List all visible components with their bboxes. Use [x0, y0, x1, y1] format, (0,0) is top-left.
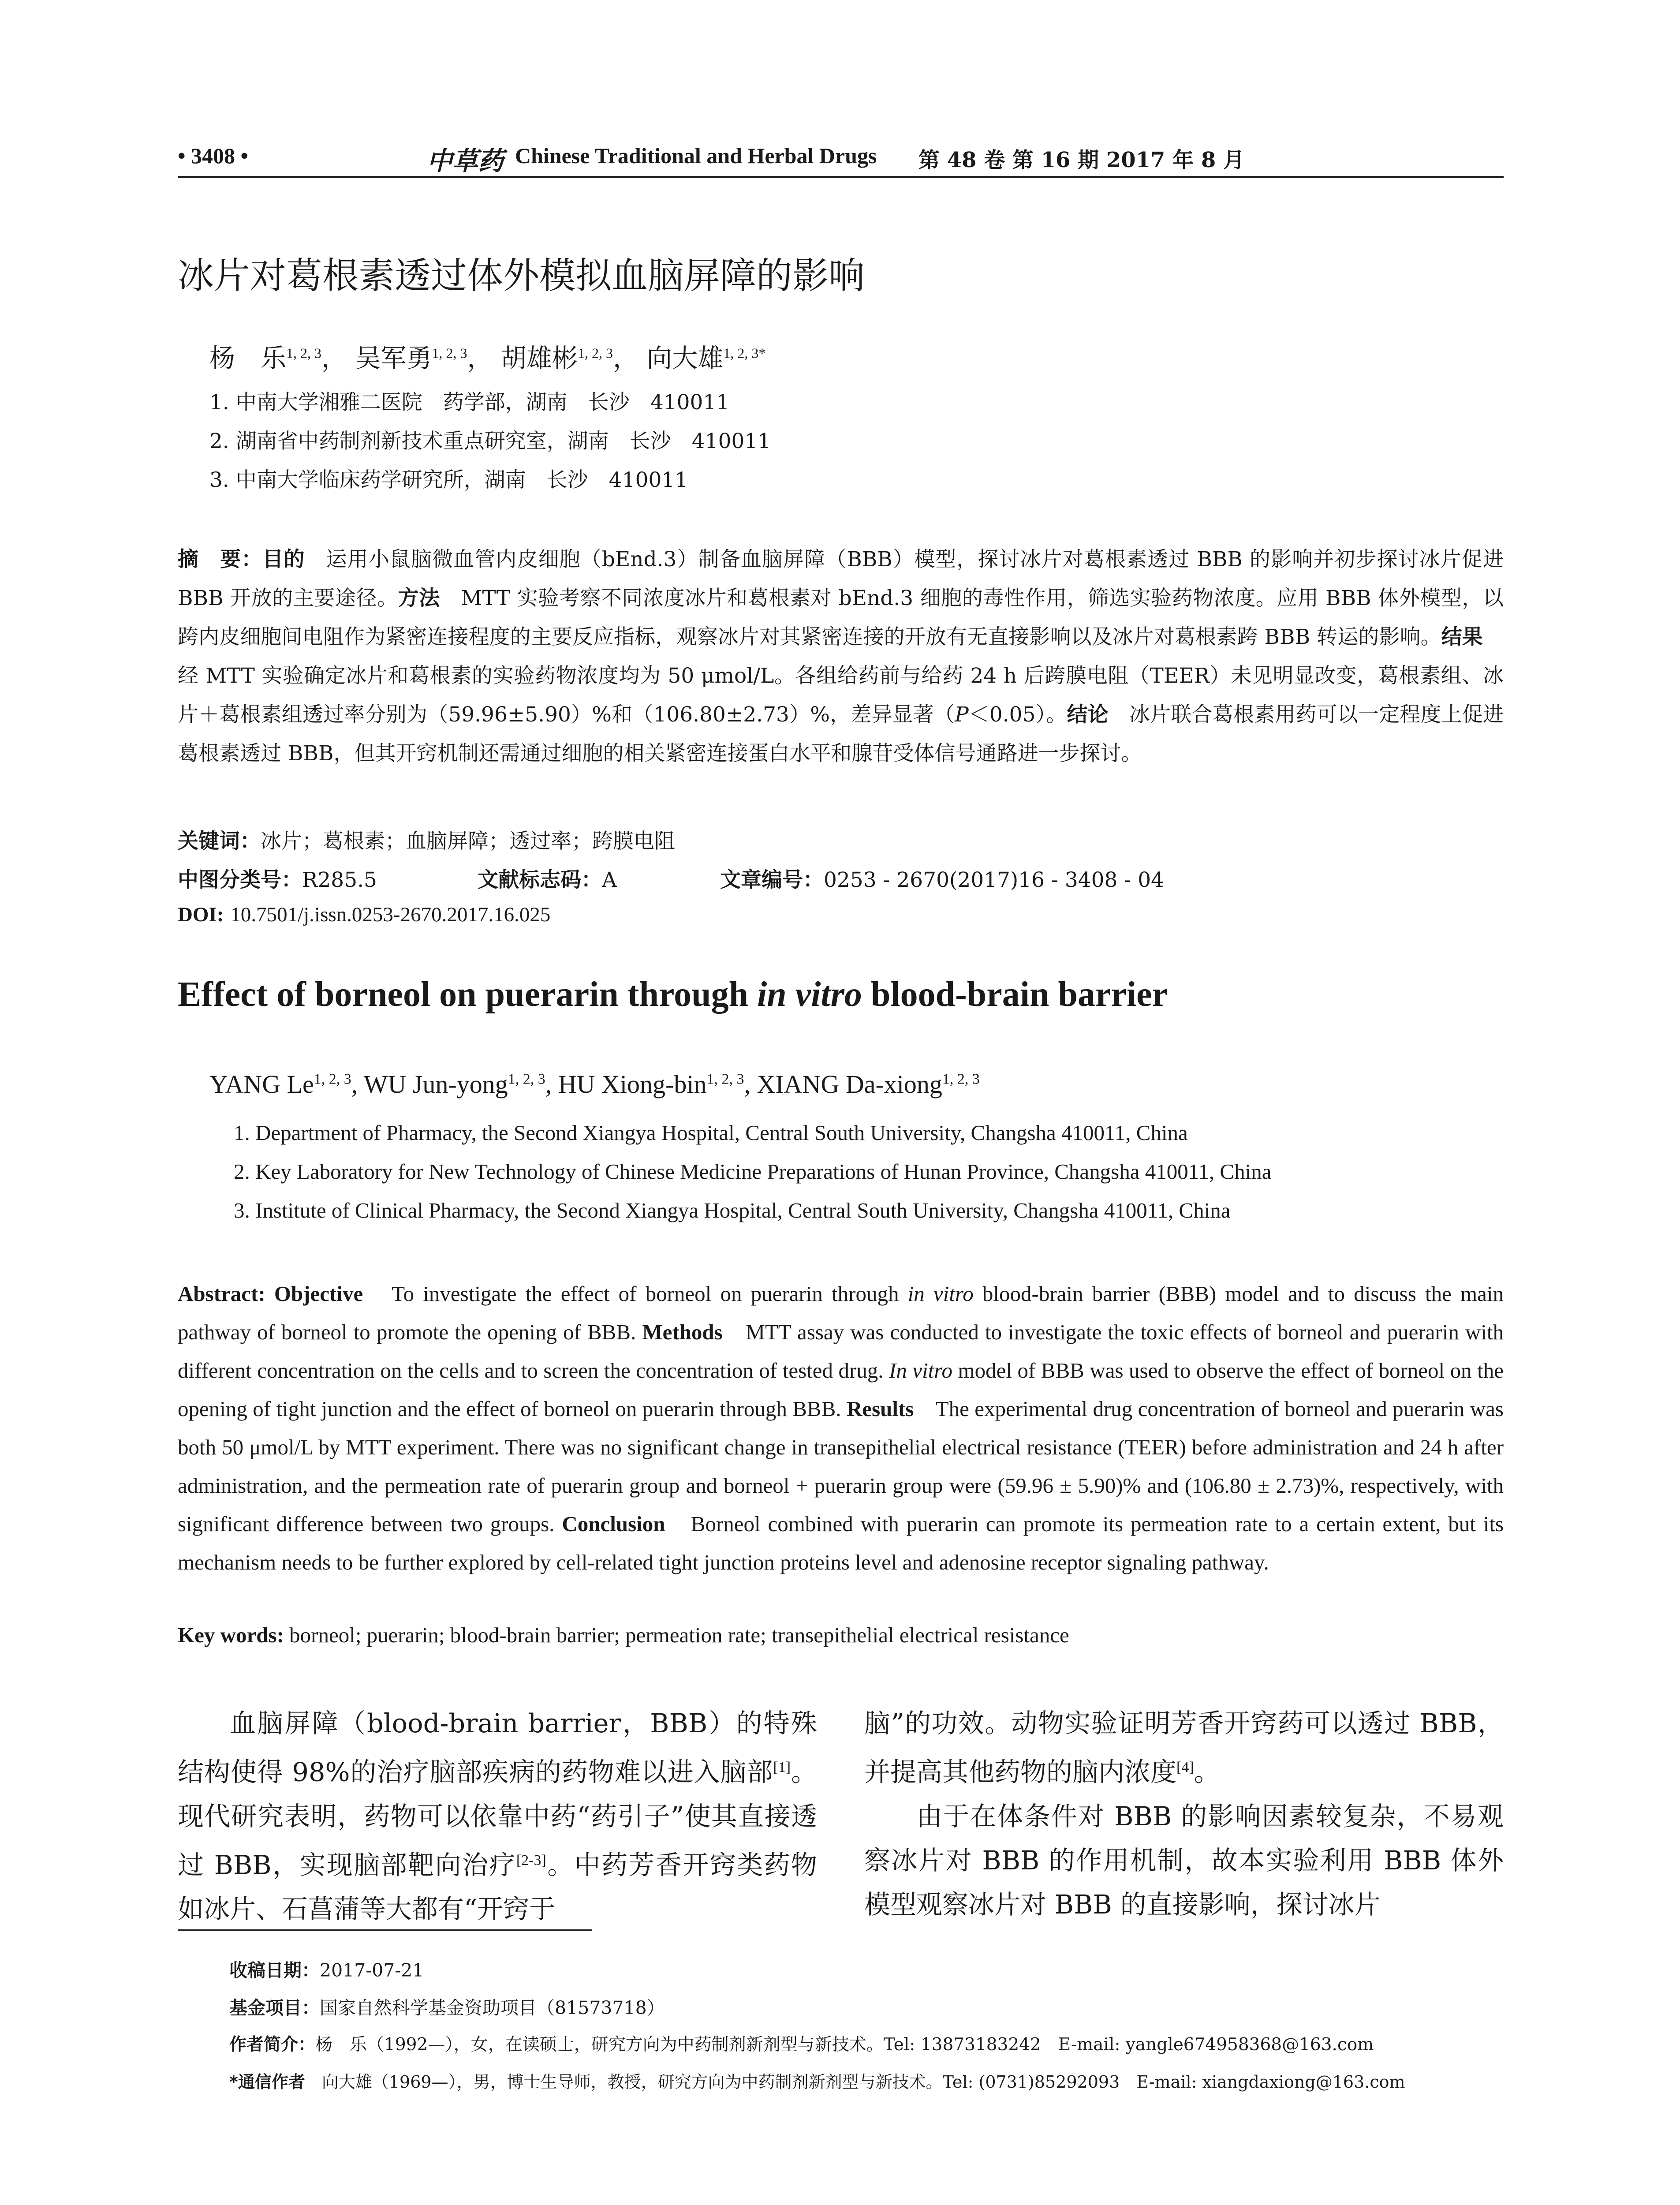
affiliation-cn-1: 1. 中南大学湘雅二医院 药学部，湖南 长沙 410011 [209, 390, 730, 415]
body-paragraph [864, 1794, 1504, 1927]
keywords-cn-value: 冰片；葛根素；血脑屏障；透过率；跨膜电阻 [261, 829, 675, 853]
footnote-fund [229, 1993, 665, 2019]
author-sep: ， [612, 343, 638, 373]
footnote-author [229, 2031, 1374, 2056]
keywords-cn [178, 825, 675, 854]
conclusion-label-cn: 结论 [1067, 703, 1109, 727]
clc-value: R285.5 [302, 868, 377, 892]
methods-en-2: model of BBB was used to observe the effect of borneol on the opening of tight junction and the effect of borneol on puerarin through BBB. [178, 1358, 1504, 1421]
author-cn-4: 向大雄 [646, 343, 724, 373]
abstract-en [178, 1274, 1504, 1581]
header-rule [178, 176, 1504, 178]
footnote-label: 作者简介： [229, 2035, 316, 2055]
conclusion-cn: 冰片联合葛根素用药可以一定程度上促进葛根素透过 BBB，但其开窍机制还需通过细胞的相关紧密连接蛋白水平和腺苷受体信号通路进一步探讨。 [178, 703, 1504, 766]
title-en-part2: blood-brain barrier [862, 975, 1168, 1014]
citation: [2-3] [516, 1852, 546, 1869]
author-sep: , [744, 1070, 757, 1099]
body-column-right [864, 1701, 1504, 1927]
conclusion-label-en: Conclusion [562, 1512, 665, 1536]
journal-name-en: Chinese Traditional and Herbal Drugs [515, 143, 877, 168]
footnote-received [229, 1956, 424, 1982]
author-en-3: HU Xiong-bin [558, 1070, 707, 1099]
author-cn-4-sup: 1, 2, 3* [723, 345, 766, 361]
author-sep: , [351, 1070, 364, 1099]
objective-en-2: blood-brain barrier (BBB) model and to discuss the main pathway of borneol to promote the opening of BBB. [178, 1282, 1504, 1344]
doc-code-label: 文献标志码： [478, 868, 602, 892]
footnote-label: 收稿日期： [229, 1960, 320, 1981]
methods-en-1: MTT assay was conducted to investigate the toxic effects of borneol and puerarin with different concentration on the cells and to screen the concentration of tested drug. [178, 1320, 1504, 1383]
objective-cn: 运用小鼠脑微血管内皮细胞（bEnd.3）制备血脑屏障（BBB）模型，探讨冰片对葛根素透过 BBB 的影响并初步探讨冰片促进 BBB 开放的主要途径。 [178, 547, 1504, 610]
title-en-part1: Effect of borneol on puerarin through [178, 975, 758, 1014]
page-number: • 3408 • [178, 143, 249, 168]
body-text: 由于在体条件对 BBB 的影响因素较复杂，不易观察冰片对 BBB 的作用机制，故本实验利用 BBB 体外模型观察冰片对 BBB 的直接影响，探讨冰片 [864, 1801, 1504, 1920]
abstract-cn-label: 摘 要： [178, 547, 263, 572]
affiliation-cn-3: 3. 中南大学临床药学研究所，湖南 长沙 410011 [209, 468, 688, 492]
author-sep: ， [467, 343, 493, 373]
journal-name-cn: 中草药 [427, 146, 504, 176]
affiliation-en-3: 3. Institute of Clinical Pharmacy, the Second Xiangya Hospital, Central South University, Changsha 410011, China [234, 1198, 1231, 1222]
methods-label-en: Methods [642, 1320, 723, 1344]
doi-label: DOI: [178, 903, 224, 926]
results-en: The experimental drug concentration of borneol and puerarin was both 50 μmol/L by MTT experiment. There was no significant change in transepithelial electrical resistance (TEER) before administration and 24 h after administration, and the permeation rate of puerarin group and borneol + puerarin group were (59.96 ± 5.90)% and (106.80 ± 2.73)%, respectively, with significant difference between two groups. [178, 1397, 1504, 1536]
author-en-1-sup: 1, 2, 3 [314, 1071, 351, 1088]
results-cn-p: P [955, 703, 969, 727]
body-text: 血脑屏障（blood-brain barrier，BBB）的特殊结构使得 98%的治疗脑部疾病的药物难以进入脑部 [178, 1708, 817, 1787]
footnote-value: 国家自然科学基金资助项目（81573718） [320, 1997, 665, 2018]
authors-cn [209, 337, 765, 374]
objective-en-italic: in vitro [907, 1282, 974, 1306]
doc-code-value: A [602, 868, 617, 892]
author-en-2-sup: 1, 2, 3 [508, 1071, 545, 1088]
author-cn-2: 吴军勇 [355, 343, 432, 373]
body-text: 。现代研究表明，药物可以依靠中药“药引子”使其直接透过 BBB，实现脑部靶向治疗 [178, 1757, 817, 1880]
author-en-1: YANG Le [209, 1070, 314, 1099]
body-paragraph [178, 1701, 817, 1931]
methods-en-italic: In vitro [889, 1358, 953, 1383]
footnote-value: 杨 乐（1992—），女，在读硕士，研究方向为中药制剂新剂型与新技术。Tel: 13873183242 E-mail: yangle674958368@163.com [315, 2035, 1374, 2055]
results-cn-2: ＜0.05）。 [968, 703, 1067, 727]
doi-line [178, 902, 550, 927]
footnote-rule [178, 1929, 592, 1931]
footnote-label: *通信作者 [229, 2072, 305, 2092]
abstract-en-label: Abstract: Objective [178, 1282, 363, 1306]
doi-value: 10.7501/j.issn.0253-2670.2017.16.025 [230, 903, 551, 926]
body-text: 。 [1194, 1757, 1220, 1787]
author-en-4: XIANG Da-xiong [757, 1070, 942, 1099]
author-en-3-sup: 1, 2, 3 [706, 1071, 744, 1088]
citation: [4] [1176, 1759, 1194, 1775]
keywords-en [178, 1616, 1504, 1654]
footnote-value: 2017-07-21 [320, 1960, 424, 1981]
body-text: 脑”的功效。动物实验证明芳香开窍药可以透过 BBB，并提高其他药物的脑内浓度 [864, 1708, 1504, 1787]
author-en-4-sup: 1, 2, 3 [942, 1071, 980, 1088]
methods-label-cn: 方法 [398, 586, 440, 610]
objective-en-1: To investigate the effect of borneol on puerarin through [363, 1282, 908, 1306]
keywords-en-value: borneol; puerarin; blood-brain barrier; permeation rate; transepithelial electrical resistance [284, 1623, 1069, 1647]
author-cn-1: 杨 乐 [209, 343, 287, 373]
affiliation-cn-2: 2. 湖南省中药制剂新技术重点研究室，湖南 长沙 410011 [209, 429, 771, 453]
article-no-value: 0253 - 2670(2017)16 - 3408 - 04 [824, 868, 1165, 892]
author-sep: ， [321, 343, 347, 373]
methods-cn: MTT 实验考察不同浓度冰片和葛根素对 bEnd.3 细胞的毒性作用，筛选实验药物浓度。应用 BBB 体外模型，以跨内皮细胞间电阻作为紧密连接程度的主要反应指标，观察冰片对其紧密连接的开放有无直接影响以及冰片对葛根素跨 BBB 转运的影响。 [178, 586, 1504, 649]
classification-line [178, 863, 1504, 893]
footnote-corresponding [229, 2068, 1405, 2093]
footnote-label: 基金项目： [229, 1997, 320, 2018]
author-cn-3: 胡雄彬 [500, 343, 578, 373]
body-column-left [178, 1701, 817, 1931]
body-paragraph [864, 1701, 1504, 1794]
footnote-value: 向大雄（1969—），男，博士生导师，教授，研究方向为中药制剂新剂型与新技术。Tel: (0731)85292093 E-mail: xiangdaxiong@163.com [305, 2072, 1405, 2092]
author-en-2: WU Jun-yong [363, 1070, 508, 1099]
keywords-en-label: Key words: [178, 1623, 284, 1647]
results-cn-1: 经 MTT 实验确定冰片和葛根素的实验药物浓度均为 50 μmol/L。各组给药前与给药 24 h 后跨膜电阻（TEER）未见明显改变，葛根素组、冰片＋葛根素组透过率分别为（59.96±5.90）%和（106.80±2.73）%，差异显著（ [178, 625, 1504, 727]
clc-label: 中图分类号： [178, 868, 302, 892]
results-label-cn: 结果 [1441, 625, 1483, 649]
conclusion-en: Borneol combined with puerarin can promote its permeation rate to a certain extent, but its mechanism needs to be further explored by cell-related tight junction proteins level and adenosine receptor signaling pathway. [178, 1512, 1504, 1574]
body-text: 。中药芳香开窍类药物如冰片、石菖蒲等大都有“开窍于 [178, 1850, 817, 1925]
author-cn-1-sup: 1, 2, 3 [286, 345, 322, 361]
keywords-cn-label: 关键词： [178, 829, 261, 853]
authors-en [209, 1069, 980, 1099]
abstract-cn [178, 540, 1504, 773]
author-cn-2-sup: 1, 2, 3 [432, 345, 467, 361]
title-en-italic: in vitro [757, 975, 862, 1014]
objective-label-cn: 目的 [262, 547, 305, 572]
results-label-en: Results [846, 1397, 914, 1421]
affiliation-en-1: 1. Department of Pharmacy, the Second Xiangya Hospital, Central South University, Changsha 410011, China [234, 1121, 1188, 1145]
article-no-label: 文章编号： [720, 868, 824, 892]
volume-issue: 第 48 卷 第 16 期 2017 年 8 月 [918, 148, 1244, 172]
author-sep: , [545, 1070, 558, 1099]
citation: [1] [773, 1759, 791, 1775]
author-cn-3-sup: 1, 2, 3 [577, 345, 613, 361]
title-en [178, 975, 1168, 1015]
affiliation-en-2: 2. Key Laboratory for New Technology of Chinese Medicine Preparations of Hunan Province, Changsha 410011, China [234, 1159, 1272, 1184]
title-cn: 冰片对葛根素透过体外模拟血脑屏障的影响 [178, 255, 865, 297]
running-header [178, 140, 1504, 176]
